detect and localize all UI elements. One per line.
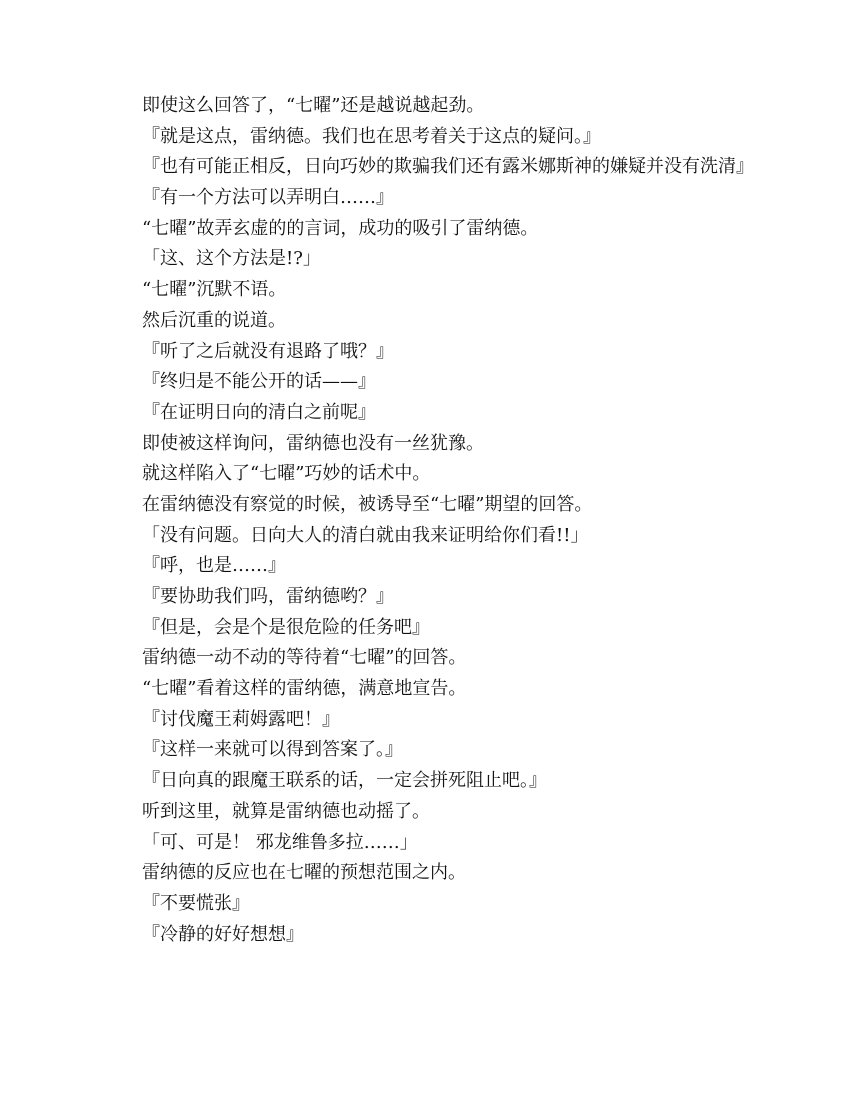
paragraph: 『也有可能正相反，日向巧妙的欺骗我们还有露米娜斯神的嫌疑并没有洗清』	[142, 156, 754, 178]
paragraph: 在雷纳德没有察觉的时候，被诱导至“七曜”期望的回答。	[142, 493, 593, 515]
paragraph: 「可、可是！ 邪龙维鲁多拉……」	[142, 831, 418, 853]
paragraph: 「这、这个方法是!?」	[142, 248, 321, 270]
paragraph: 『冷静的好好想想』	[142, 923, 304, 945]
paragraph: 『但是，会是个是很危险的任务吧』	[142, 616, 430, 638]
paragraph: 雷纳德的反应也在七曜的预想范围之内。	[142, 862, 466, 884]
paragraph: 『就是这点，雷纳德。我们也在思考着关于这点的疑问。』	[142, 125, 601, 147]
paragraph: 雷纳德一动不动的等待着“七曜”的回答。	[142, 647, 467, 669]
paragraph: 就这样陷入了“七曜”巧妙的话术中。	[142, 463, 431, 485]
paragraph: 『听了之后就没有退路了哦？』	[142, 340, 394, 362]
paragraph: 『呼，也是……』	[142, 555, 286, 577]
paragraph: 『在证明日向的清白之前呢』	[142, 401, 376, 423]
paragraph: “七曜”故弄玄虚的的言词，成功的吸引了雷纳德。	[142, 217, 539, 239]
paragraph: 『日向真的跟魔王联系的话，一定会拼死阻止吧。』	[142, 770, 547, 792]
paragraph: 『不要慌张』	[142, 892, 250, 914]
paragraph: 『要协助我们吗，雷纳德哟？』	[142, 586, 394, 607]
paragraph: 即使这么回答了，“七曜”还是越说越起劲。	[142, 95, 485, 116]
paragraph: “七曜”沉默不语。	[142, 279, 287, 301]
paragraph: 「没有问题。日向大人的清白就由我来证明给你们看!!」	[142, 524, 589, 546]
document-body	[100, 94, 760, 953]
paragraph: 听到这里，就算是雷纳德也动摇了。	[142, 800, 430, 822]
paragraph: “七曜”看着这样的雷纳德，满意地宣告。	[142, 678, 467, 700]
paragraph: 『讨伐魔王莉姆露吧！』	[142, 708, 340, 730]
paragraph: 即使被这样询问，雷纳德也没有一丝犹豫。	[142, 432, 484, 454]
paragraph: 『终归是不能公开的话——』	[142, 371, 376, 393]
paragraph: 『有一个方法可以弄明白……』	[142, 187, 394, 209]
paragraph: 『这样一来就可以得到答案了。』	[142, 739, 403, 761]
paragraph: 然后沉重的说道。	[142, 309, 286, 331]
